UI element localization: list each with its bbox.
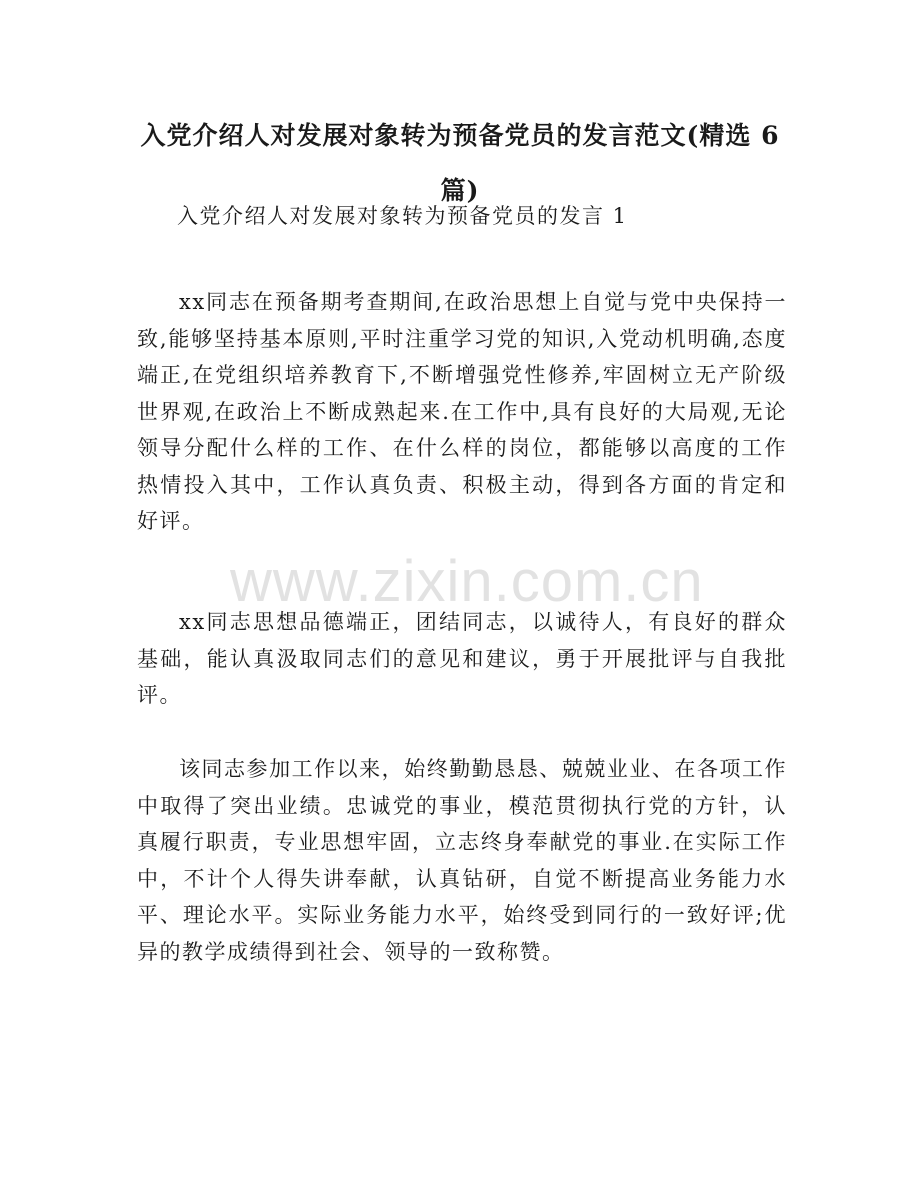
document-title: 入党介绍人对发展对象转为预备党员的发言范文(精选 6 篇) [140,121,780,205]
paragraph-2: xx同志思想品德端正，团结同志，以诚待人，有良好的群众基础，能认真汲取同志们的意见和建议，勇于开展批评与自我批评。 [137,610,787,707]
paragraph-1: xx同志在预备期考查期间,在政治思想上自觉与党中央保持一致,能够坚持基本原则,平时注重学习党的知识,入党动机明确,态度端正,在党组织培养教育下,不断增强党性修养,牢固树立无产阶级世界观,在政治上不断成熟起来.在工作中,具有良好的大局观,无论领导分配什么样的工作、在什么样的岗位，都能够以高度的工作热情投入其中，工作认真负责、积极主动，得到各方面的肯定和好评。 [137,290,787,533]
watermark-text: www.zixin.com.cn [230,549,704,614]
section-heading: 入党介绍人对发展对象转为预备党员的发言 1 [177,204,628,228]
paragraph-3: 该同志参加工作以来，始终勤勤恳恳、兢兢业业、在各项工作中取得了突出业绩。忠诚党的事业，模范贯彻执行党的方针，认真履行职责，专业思想牢固，立志终身奉献党的事业.在实际工作中，不计个人得失讲奉献，认真钻研，自觉不断提高业务能力水平、理论水平。实际业务能力水平，始终受到同行的一致好评;优异的教学成绩得到社会、领导的一致称赞。 [137,757,787,964]
